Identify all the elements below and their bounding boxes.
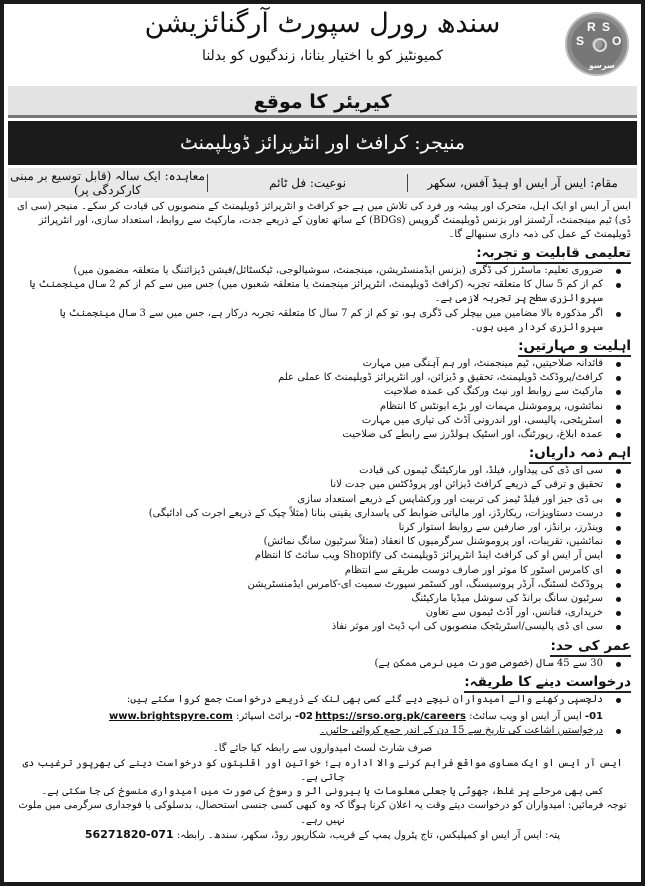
list-item: دلچسپی رکھنے والے امیدواران نیچے دیے گئے کسی بھی لنک کے ذریعے درخواست جمع کروا سکتے ہیں: [14,693,603,707]
address: پتہ: ایس آر ایس او کمپلیکس، تاج پٹرول پمپ کے قریب، شکارپور روڈ، سکھر، سندھ۔ رابطہ: [176,830,561,842]
org-name: سندھ رورل سپورٹ آرگنائزیشن [144,8,501,39]
list-item: پروڈکٹ لسٹنگ، آرڈر پروسیسنگ، اور کسٹمر سپورٹ سمیت ای-کامرس ایڈمنسٹریشن [14,578,603,592]
job-meta [8,168,637,198]
phone-number: 071-56271820 [84,828,174,842]
intro-paragraph: ایس آر ایس او ایک اہل، متحرک اور پیشہ ور فرد کی تلاش میں ہے جو کرافٹ و انٹرپرائز ڈویلپمنٹ کے منصوبوں کی قیادت کر سکے۔ منیجر (سی ای ڈی) ٹیم مینجمنٹ، آرٹسنز اور بزنس ڈویلپمنٹ گروپس (BDGs) کے ساتھ تعاون کے ذریعے جدت، مارکیٹ سے روابط، استعداد سازی، اور انٹرپرائز ڈویلپمنٹ کے عمل کی ذمہ داری سنبھالے گا۔ [16,201,631,240]
logo-letter: O [612,34,622,48]
shortlist-note: صرف شارٹ لسٹ امیدواروں سے رابطہ کیا جائے گا۔ [212,743,433,755]
link-label: برائٹ اسپائر: [235,710,292,722]
list-item: کم از کم 5 سال کا متعلقہ تجربہ (کرافٹ ڈویلپمنٹ، انٹرپرائز مینجمنٹ یا متعلقہ شعبوں میں) جس میں سے کم از کم 2 سال مینجمنٹ یا سپروائزری سطح پر تجربہ لازمی ہے۔ [14,278,603,306]
section-heading-education: تعلیمی قابلیت و تجربہ: [476,245,631,264]
education-list [14,264,631,335]
logo-letter: S [602,20,611,34]
notes [14,742,631,843]
list-item: اسٹریٹجی، پالیسی، اور اندرونی آڈٹ کی تیاری میں مہارت [14,414,603,428]
career-opportunity-band: کیریئر کا موقع [8,86,637,118]
list-item: بی ڈی جیز اور فیلڈ ٹیمز کی تربیت اور ورکشاپس کے ذریعے استعداد سازی [14,493,603,507]
job-location: مقام: ایس آر ایس او ہیڈ آفس، سکھر [427,176,618,190]
logo-letter: S [576,34,585,48]
list-item: اگر مذکورہ بالا مضامین میں بیچلر کی ڈگری ہو، تو کم از کم 7 سال کا متعلقہ تجربہ درکار ہے، جس میں سے 3 سال مینجمنٹ یا سپروائزری کردار میں ہوں۔ [14,307,603,335]
list-item: ای کامرس اسٹور کا موثر اور صارف دوست طریقے سے انتظام [14,564,603,578]
srso-logo-icon [565,12,629,76]
apply-link-brightspyre [109,711,313,722]
divider [207,174,208,192]
deadline-list [14,724,631,738]
job-title: منیجر: کرافٹ اور انٹرپرائز ڈویلپمنٹ [8,121,637,165]
job-contract: معاہدہ: ایک سالہ (قابل توسیع بر مبنی کارکردگی پر) [10,169,205,197]
responsibilities-list [14,464,631,634]
logo-hub-icon [593,38,607,52]
equal-opportunity-note: ایس آر ایس او ایک مساوی مواقع فراہم کرنے والا ادارہ ہے؛ خواتین اور اقلیتوں کو درخواست دینے کی بھرپور ترغیب دی جاتی ہے۔ [22,757,623,783]
list-item: 30 سے 45 سال (خصوصی صورت میں نرمی ممکن ہے) [14,657,603,671]
section-heading-age: عمر کی حد: [550,638,631,657]
list-item: نمائشوں، پروموشنل مہمات اور بڑے ایونٹس کا انتظام [14,400,603,414]
list-item: تحقیق و ترقی کے ذریعے کرافٹ ڈیزائن اور پروڈکٹس میں جدت لانا [14,478,603,492]
link-number: 02- [294,710,313,722]
link-label: ایس آر ایس او ویب سائٹ: [469,710,582,722]
list-item: کرافٹ/پروڈکٹ ڈویلپمنٹ، تحقیق و ڈیزائن، اور انٹرپرائز ڈویلپمنٹ کا عملی علم [14,371,603,385]
logo-urdu-mark: سرسو [589,61,615,70]
section-heading-skills: اہلیت و مہارتیں: [518,338,631,357]
false-info-note: کسی بھی مرحلے پر غلط، جھوٹی یا جعلی معلومات یا بیرونی اثر و رسوخ کی صورت میں امیدواری منسوخ کی جا سکتی ہے۔ [41,786,604,798]
apply-links [14,708,631,724]
list-item: ایس آر ایس او کی کرافٹ اینڈ انٹرپرائز ڈویلپمنٹ کی Shopify ویب سائٹ کا انتظام [14,549,603,563]
tagline: کمیونٹیز کو با اختیار بنانا، زندگیوں کو بدلنا [202,48,443,64]
apply-link-srso [313,711,603,722]
apply-list [14,693,631,707]
link-number: 01- [584,710,603,722]
content [4,198,641,843]
list-item: مارکیٹ سے روابط اور نیٹ ورکنگ کی عمدہ صلاحیت [14,385,603,399]
list-item: سرٹیون سانگ برانڈ کی سوشل میڈیا مارکیٹنگ [14,592,603,606]
list-item: خریداری، فنانس، اور آڈٹ ٹیموں سے تعاون [14,606,603,620]
list-item: سی ای ڈی کی پیداوار، فیلڈ، اور مارکیٹنگ ٹیموں کی قیادت [14,464,603,478]
age-list [14,657,631,671]
srso-careers-link[interactable]: https://srso.org.pk/careers [315,710,466,722]
list-item: عمدہ ابلاغ، رپورٹنگ، اور اسٹیک ہولڈرز سے رابطے کی صلاحیت [14,428,603,442]
list-item: قائدانہ صلاحیتیں، ٹیم مینجمنٹ، اور ہم آہنگی میں مہارت [14,357,603,371]
deadline-item: درخواستیں اشاعت کی تاریخ سے 15 دن کے اندر جمع کروائی جائیں۔ [14,724,603,738]
section-heading-responsibilities: اہم ذمہ داریاں: [529,445,631,464]
list-item: درست دستاویزات، ریکارڈز، اور مالیاتی ضوابط کی پاسداری یقینی بنانا (مثلاً چیک کے ذریعے اجرت کی ادائیگی) [14,507,603,521]
address-line [14,828,631,843]
list-item: ضروری تعلیم: ماسٹرز کی ڈگری (بزنس ایڈمنسٹریشن، مینجمنٹ، سوشیالوجی، ٹیکسٹائل/فیشن ڈیزائننگ یا متعلقہ مضمون میں) [14,264,603,278]
section-heading-apply: درخواست دینے کا طریقہ: [464,674,631,693]
declaration-note: توجہ فرمائیں: امیدواران کو درخواست دیتے وقت یہ اعلان کرنا ہوگا کہ وہ کبھی کسی جنسی استحصال، بدسلوکی یا فوجداری سرگرمی میں ملوث نہیں رہے۔ [18,800,627,826]
logo-letter: R [587,20,596,34]
header [4,4,641,86]
divider [407,174,408,192]
skills-list [14,357,631,442]
job-type: نوعیت: فل ٹائم [269,176,347,190]
brightspyre-link[interactable]: www.brightspyre.com [108,710,233,722]
list-item: نمائشیں، تقریبات، اور پروموشنل سرگرمیوں کا انعقاد (مثلاً سرٹیون سانگ نمائش) [14,535,603,549]
list-item: وینڈرز، برانڈز، اور صارفین سے روابط استوار کرنا [14,521,603,535]
list-item: سی ای ڈی پالیسی/اسٹریٹجک منصوبوں کی اپ ڈیٹ اور موثر نفاذ [14,620,603,634]
